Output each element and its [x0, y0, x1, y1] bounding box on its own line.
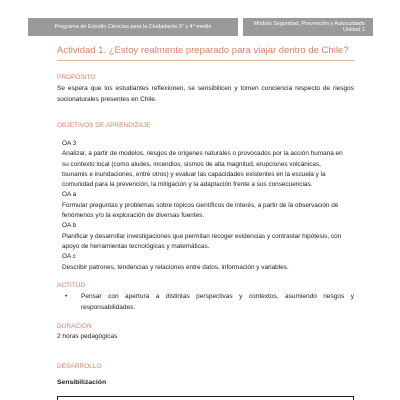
- objetivos-line: Describir patrones, tendencias y relaciones entre datos, información y variables.: [62, 263, 289, 271]
- desarrollo-heading: DESARROLLO: [57, 363, 102, 370]
- objetivos-line: comunidad para la prevención, la mitigación y la adaptación frente a sus consecuencias.: [62, 181, 313, 189]
- actitud-bullet-text: Pensar con apertura a distintas perspectivas y contextos, asumiendo riesgos y responsabilidades.: [81, 293, 354, 311]
- proposito-heading: PROPÓSITO: [57, 74, 96, 81]
- bullet-icon: •: [65, 293, 68, 300]
- header-module-box: [243, 18, 373, 36]
- header-module-name: Módulo Seguridad, Prevención y Autocuidado: [253, 20, 365, 27]
- objetivos-line: OA a: [62, 191, 77, 199]
- actitud-heading: ACTITUD: [57, 282, 86, 289]
- objetivos-line: OA 3: [62, 140, 77, 147]
- header-program-title: Programa de Estudio Ciencias para la Ciudadanía 3° y 4° medio: [28, 18, 238, 36]
- duracion-text: 2 horas pedagógicas: [57, 333, 118, 340]
- header-unit: Unidad 1: [342, 27, 365, 33]
- title-divider: [57, 60, 354, 61]
- objetivos-line: Formular preguntas y problemas sobre tópicos científicos de interés, a partir de la observación de: [62, 201, 339, 209]
- actitud-bullet-item: [62, 292, 354, 313]
- objetivos-line: OA c: [62, 253, 76, 261]
- activity-title: Actividad 1. ¿Estoy realmente preparado para viajar dentro de Chile?: [57, 45, 349, 56]
- objetivos-line: su contexto local (como aludes, incendios, sismos de alta magnitud, erupciones volcánicas,: [62, 160, 321, 168]
- objetivos-heading: OBJETIVOS DE APRENDIZAJE: [57, 122, 151, 129]
- objetivos-line: OA b: [62, 222, 77, 230]
- table-top-border: [57, 396, 354, 400]
- sensibilizacion-subheading: Sensibilización: [57, 379, 107, 386]
- objetivos-line: Analizar, a partir de modelos, riesgos de orígenes naturales o provocados por la acción humana en: [62, 150, 343, 158]
- duracion-heading: DURACIÓN: [57, 323, 92, 330]
- proposito-text: Se espera que los estudiantes reflexionen, se sensibilicen y tomen conciencia respecto de riesgos socionaturales presentes en Chile.: [57, 85, 354, 103]
- objetivos-line: fenómenos y/o la exploración de diversas fuentes.: [62, 212, 205, 220]
- objetivos-line: tsunamis e inundaciones, entre otros) y evaluar las capacidades existentes en la escuela y la: [62, 170, 326, 178]
- objetivos-line: apoyo de herramientas tecnológicas y matemáticas.: [62, 242, 210, 250]
- objetivos-line: Planificar y desarrollar investigaciones que permitan recoger evidencias y contrastar hipótesis, con: [62, 232, 342, 240]
- objetivos-list: [62, 139, 354, 273]
